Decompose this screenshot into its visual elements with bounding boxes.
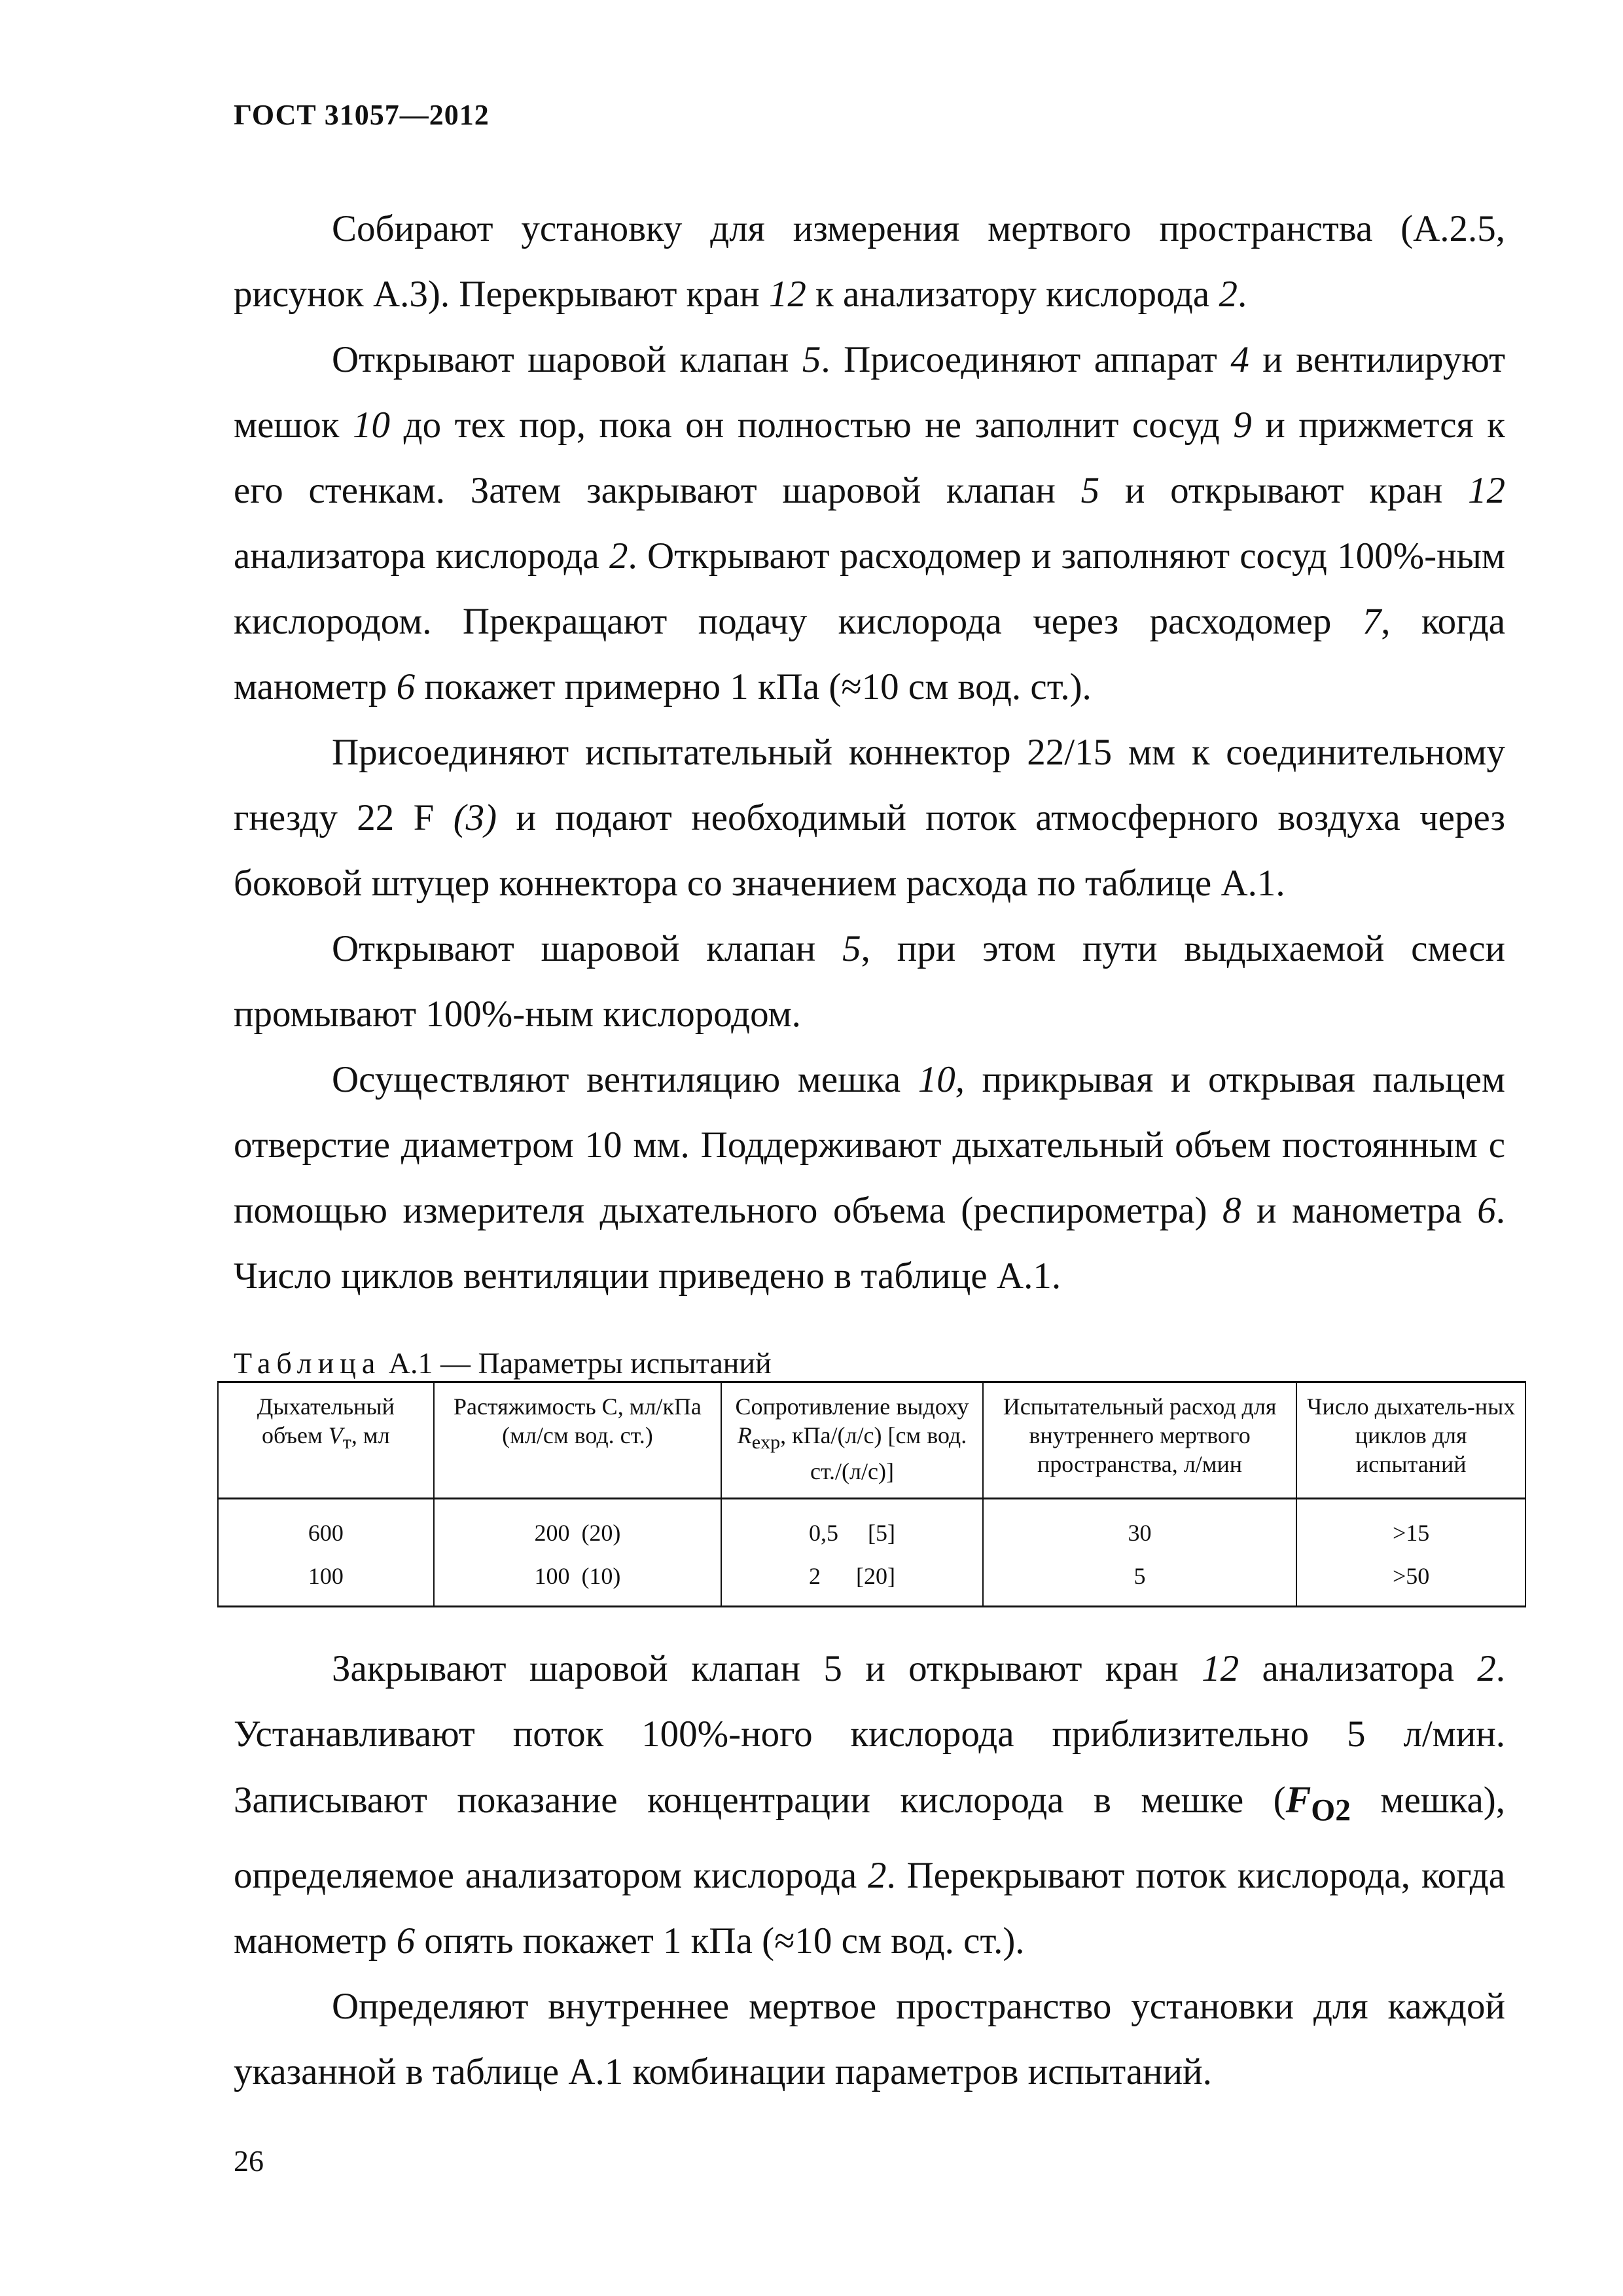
column-header xyxy=(434,1382,722,1499)
table-header-row xyxy=(218,1382,1525,1499)
text-fragment: Открывают шаровой клапан xyxy=(332,339,802,380)
paragraph xyxy=(234,196,1505,327)
table-cell: >15 xyxy=(1296,1499,1525,1555)
text-fragment: и подают необходимый поток атмосферного воздуха через боковой штуцер коннектора со значением расхода по таблице А.1. xyxy=(234,797,1505,904)
text-fragment: 9 xyxy=(1233,404,1252,446)
text-fragment: , кПа/(л/с) [см вод. ст./(л/с)] xyxy=(780,1422,967,1485)
page-number: 26 xyxy=(234,2144,264,2178)
table-cell: 100 xyxy=(218,1554,434,1607)
text-fragment: 5 xyxy=(842,928,861,969)
table-cell: 100 (10) xyxy=(434,1554,722,1607)
text-fragment: Дыхательный объем xyxy=(257,1393,395,1448)
text-fragment: 12 xyxy=(1202,1648,1240,1689)
text-fragment: 2 xyxy=(1477,1648,1496,1689)
text-fragment: Испытательный расход для внутреннего мертвого пространства, л/мин xyxy=(1003,1393,1277,1477)
paragraph xyxy=(234,1974,1505,2105)
formula-fragment: F xyxy=(1285,1778,1311,1821)
text-fragment: R xyxy=(737,1422,752,1448)
paragraph xyxy=(234,916,1505,1047)
text-fragment: т xyxy=(342,1431,351,1454)
text-fragment: Осуществляют вентиляцию мешка xyxy=(332,1059,918,1100)
text-fragment: до тех пор, пока он полностью не заполнит сосуд xyxy=(390,404,1234,446)
paragraph xyxy=(234,327,1505,720)
text-fragment: . xyxy=(1237,274,1247,315)
text-fragment: покажет примерно 1 кПа (≈10 см вод. ст.). xyxy=(415,666,1092,708)
table-row xyxy=(218,1554,1525,1607)
column-header xyxy=(1296,1382,1525,1499)
text-fragment: и открывают кран xyxy=(1099,470,1468,511)
text-fragment: . Перекрывают поток кислорода, когда манометр xyxy=(234,1855,1505,1962)
text-fragment: 12 xyxy=(1468,470,1505,511)
text-fragment: 2 xyxy=(867,1855,887,1897)
table-caption xyxy=(234,1347,772,1380)
table-cell: 5 xyxy=(983,1554,1297,1607)
paragraph xyxy=(234,720,1505,916)
text-fragment: мешка), определяемое анализатором кислорода xyxy=(234,1780,1505,1897)
paragraph xyxy=(234,1636,1505,1974)
text-fragment: прикрывая и открывая пальцем отверстие диаметром 10 мм. Поддерживают дыхательный объем постоянным с помощью измерителя дыхательного объема (респирометра) xyxy=(234,1059,1506,1231)
text-fragment: анализатора кислорода xyxy=(234,535,609,577)
text-fragment: V xyxy=(328,1422,343,1448)
text-fragment: 4 xyxy=(1230,339,1249,380)
text-fragment: Закрывают шаровой клапан 5 и открывают кран xyxy=(332,1648,1202,1689)
table-row xyxy=(218,1499,1525,1555)
column-header xyxy=(218,1382,434,1499)
text-fragment: и вентилируют мешок xyxy=(234,339,1505,446)
text-fragment: . Число циклов вентиляции приведено в таблице А.1. xyxy=(234,1190,1505,1297)
text-fragment: , когда манометр xyxy=(234,601,1505,708)
text-fragment: 5 xyxy=(1080,470,1100,511)
text-fragment: . Присоединяют аппарат xyxy=(821,339,1231,380)
parameters-table xyxy=(217,1381,1526,1607)
text-fragment: Определяют внутреннее мертвое пространство установки для каждой указанной в таблице А.1 комбинации параметров испытаний. xyxy=(234,1986,1505,2093)
text-fragment: 8 xyxy=(1222,1190,1241,1231)
document-header: ГОСТ 31057—2012 xyxy=(234,99,490,131)
text-fragment: . Открывают расходомер и заполняют сосуд 100%-ным кислородом. Прекращают подачу кислорода через расходомер xyxy=(234,535,1506,642)
table-cell: 200 (20) xyxy=(434,1499,722,1555)
text-fragment: Присоединяют испытательный коннектор 22/15 мм к соединительному гнезду 22 F xyxy=(234,732,1505,838)
text-fragment: 10 xyxy=(353,404,391,446)
text-fragment: exp xyxy=(751,1431,781,1454)
text-fragment: 6 xyxy=(396,666,416,708)
paragraph xyxy=(234,1047,1505,1309)
text-fragment: Растяжимость С, мл/кПа (мл/см вод. ст.) xyxy=(453,1393,702,1448)
text-fragment: 6 xyxy=(396,1920,416,1962)
table-caption-label: Таблица xyxy=(234,1346,382,1380)
column-header xyxy=(721,1382,983,1499)
text-fragment: и прижмется к его стенкам. Затем закрывают шаровой клапан xyxy=(234,404,1505,511)
text-fragment: Число дыхатель-ных циклов для испытаний xyxy=(1307,1393,1516,1477)
text-fragment: 10, xyxy=(918,1059,965,1100)
text-fragment: 2 xyxy=(609,535,628,577)
formula-fragment: O2 xyxy=(1311,1793,1351,1828)
table-cell: >50 xyxy=(1296,1554,1525,1607)
table-cell: 30 xyxy=(983,1499,1297,1555)
text-fragment: 5 xyxy=(802,339,821,380)
text-fragment: 2 xyxy=(1219,274,1238,315)
body-text-bottom xyxy=(234,1636,1505,2105)
table-cell: 600 xyxy=(218,1499,434,1555)
table-cell: 0,5 [5] xyxy=(721,1499,983,1555)
text-fragment: и манометра xyxy=(1241,1190,1478,1231)
text-fragment: Собирают установку для измерения мертвого пространства (А.2.5, рисунок А.3). Перекрывают кран xyxy=(234,208,1505,315)
text-fragment: , при этом пути выдыхаемой смеси промывают 100%-ным кислородом. xyxy=(234,928,1505,1035)
column-header xyxy=(983,1382,1297,1499)
text-fragment: 12 xyxy=(768,274,806,315)
text-fragment: Сопротивление выдоху xyxy=(735,1393,969,1420)
text-fragment: 6 xyxy=(1477,1190,1496,1231)
text-fragment: Открывают шаровой клапан xyxy=(332,928,843,969)
text-fragment: 7 xyxy=(1362,601,1382,642)
body-text-top xyxy=(234,196,1505,1309)
table-cell: 2 [20] xyxy=(721,1554,983,1607)
text-fragment: , мл xyxy=(351,1422,390,1448)
text-fragment: анализатора xyxy=(1239,1648,1478,1689)
text-fragment: (3) xyxy=(453,797,497,838)
text-fragment: опять покажет 1 кПа (≈10 см вод. ст.). xyxy=(415,1920,1025,1962)
text-fragment: . Устанавливают поток 100%-ного кислорода приблизительно 5 л/мин. Записывают показание концентрации кислорода в мешке ( xyxy=(234,1648,1506,1821)
table-caption-title: А.1 — Параметры испытаний xyxy=(381,1346,772,1380)
text-fragment: к анализатору кислорода xyxy=(806,274,1219,315)
